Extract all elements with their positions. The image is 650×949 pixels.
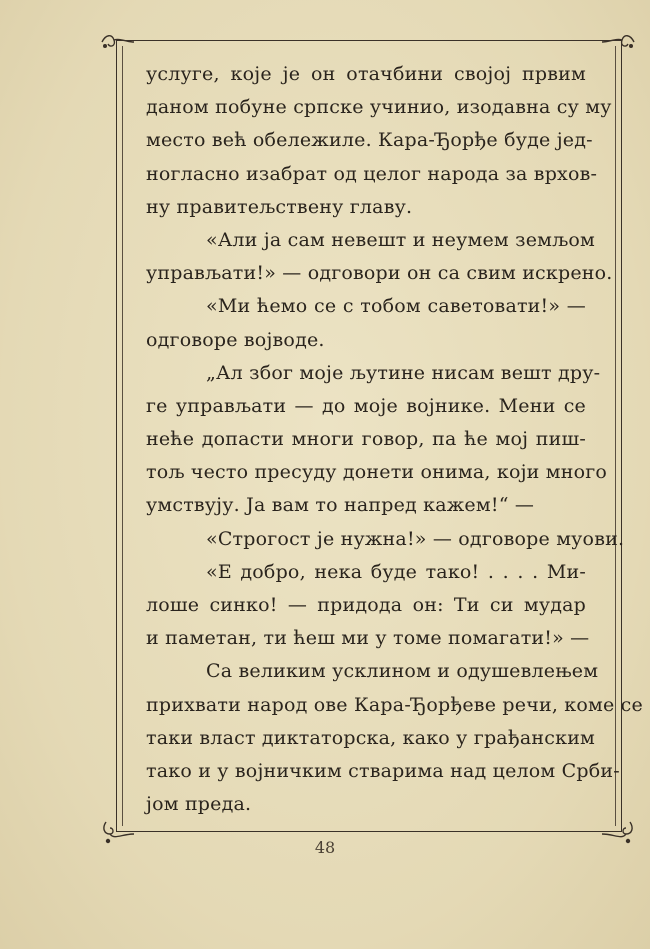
text-line: «Ми ћемо се с тобом саветовати!» — [206,295,586,318]
text-line: јом преда. [146,793,252,816]
page-number: 48 [314,838,336,857]
text-line: неће допасти многи говор, па ће мој пиш- [146,428,586,451]
text-line: „Ал због моје љутине нисам вешт дру- [206,361,601,384]
text-line: «Строгост је нужна!» — одговоре муови. [206,527,625,550]
corner-ornament-top-right-icon [600,32,636,52]
text-line: умствују. Ја вам то напред кажем!“ — [146,494,535,517]
text-line: ногласно изабрат од целог народа за врхов- [146,162,598,185]
text-line: прихвати народ ове Кара-Ђорђеве речи, коме се [146,693,643,716]
text-line: ну правитељствену главу. [146,195,413,218]
text-line: услуге, које је он отачбини својој првим [146,63,586,85]
text-line: таки власт диктаторска, како у грађанским [146,726,596,749]
text-line: ге управљати — до моје војнике. Мени се [146,394,586,417]
text-line: тољ често пресуду донети онима, који много [146,461,608,484]
text-line: даном побуне српске учинио, изодавна су му [146,96,612,119]
text-line: «Али ја сам невешт и неумем земљом [206,228,595,251]
text-line: управљати!» — одговори он са свим искрено. [146,262,613,285]
text-line: место већ обележиле. Кара-Ђорђе буде јед- [146,129,593,152]
text-line: и паметан, ти ћеш ми у томе помагати!» — [146,627,590,650]
text-line: «Е добро, нека буде тако! . . . . Ми- [206,560,586,583]
text-line: Са великим усклином и одушевлењем [206,660,599,683]
body-text [146,58,643,821]
text-line: лоше синко! — придода он: Ти си мудар [146,594,586,616]
corner-ornament-top-left-icon [100,32,136,52]
text-line: одговоре војводе. [146,328,325,351]
text-line: тако и у војничким стварима над целом Срби- [146,759,620,782]
